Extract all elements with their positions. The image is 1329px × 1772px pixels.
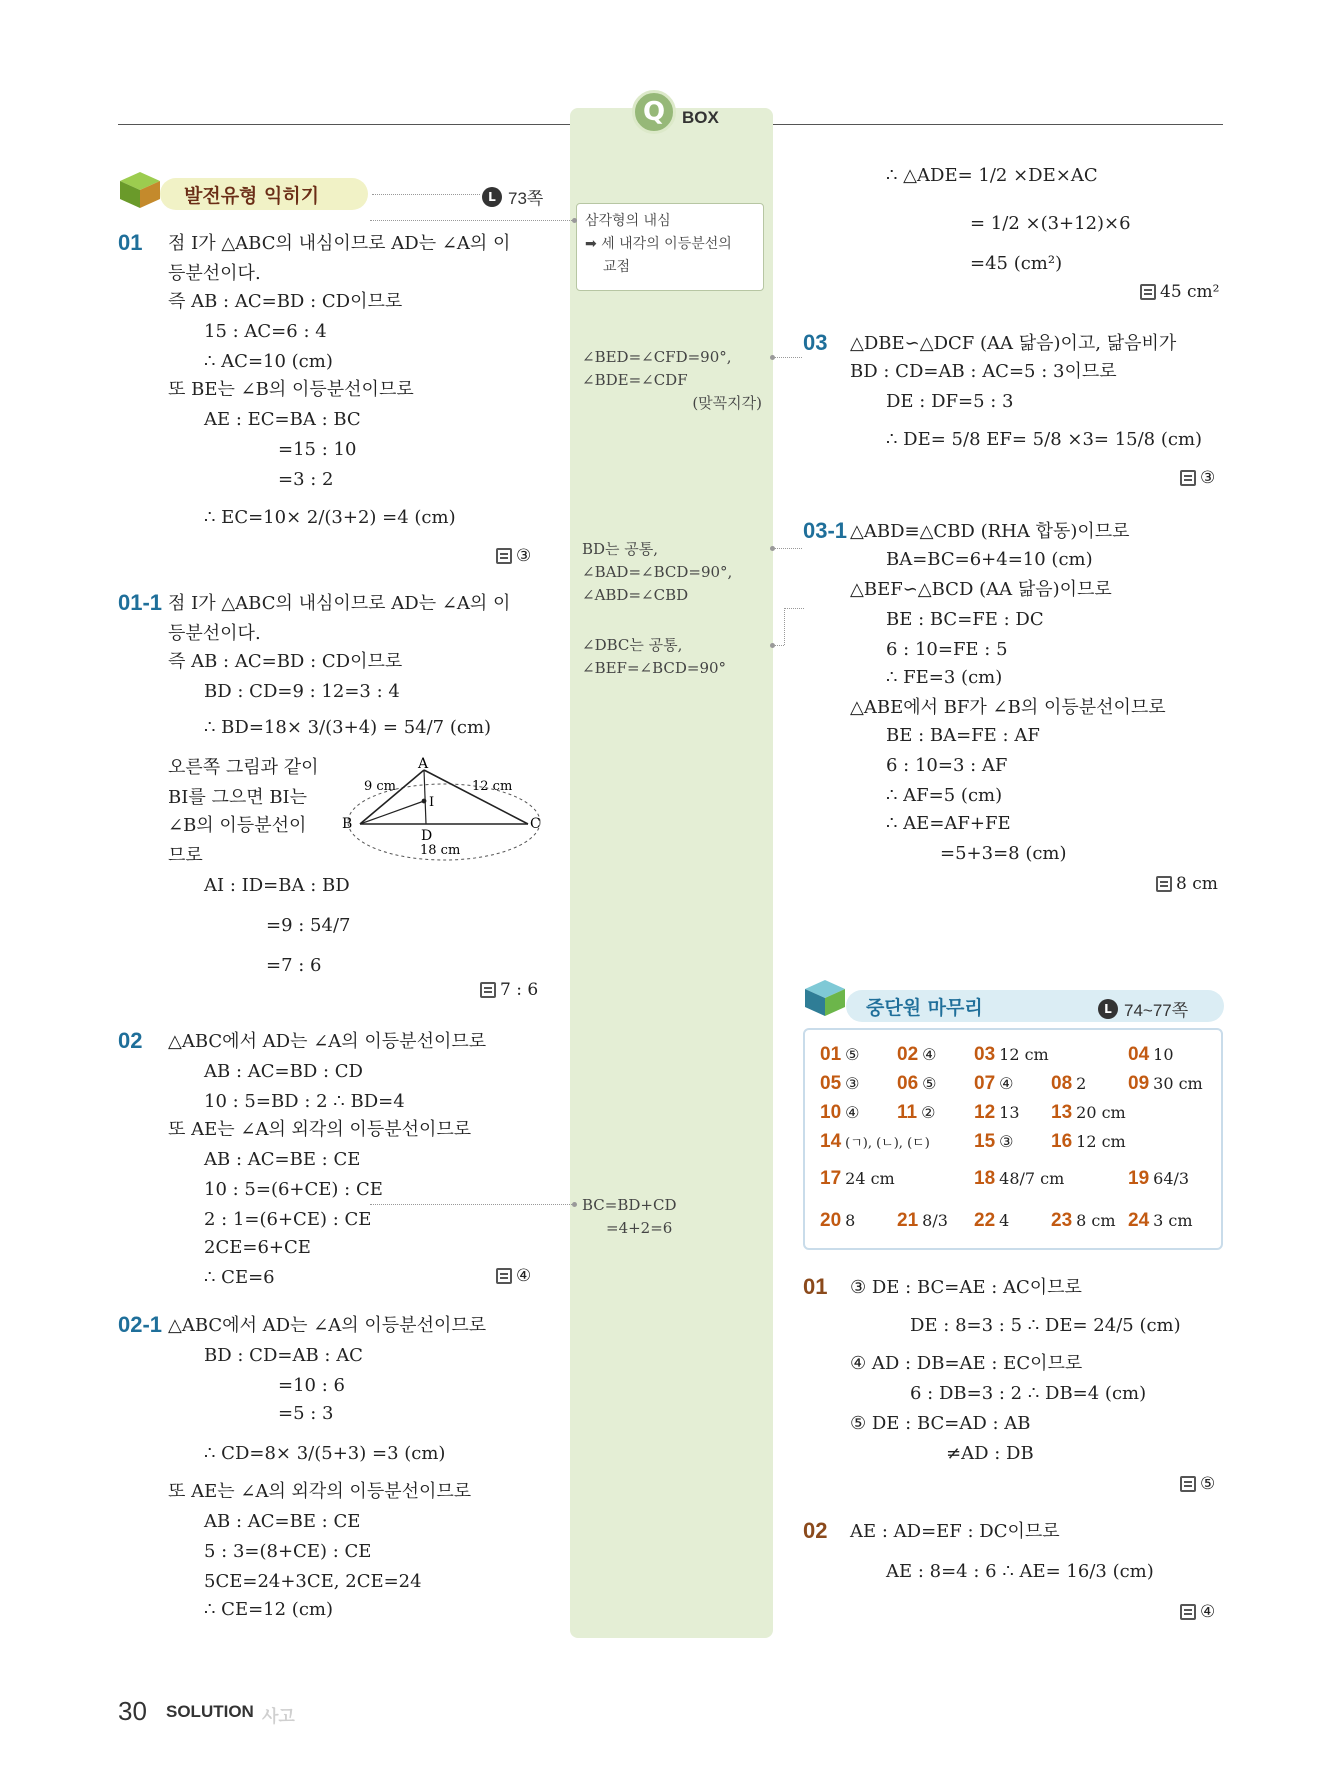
text-line: =9 : 54/7 bbox=[266, 915, 351, 936]
text-line: ∴ AE=AF+FE bbox=[886, 813, 1011, 834]
text-line: 5CE=24+3CE, 2CE=24 bbox=[204, 1571, 422, 1592]
text-line: = 1/2 ×(3+12)×6 bbox=[970, 213, 1131, 234]
answer-icon bbox=[496, 548, 512, 564]
text-line: 등분선이다. bbox=[168, 263, 261, 284]
connector-02 bbox=[370, 1204, 574, 1205]
text-line: ∴ AF=5 (cm) bbox=[886, 785, 1003, 806]
review-item: 13 20 cm bbox=[1051, 1102, 1126, 1123]
text-line: △BEF∽△BCD (AA 닮음)이므로 bbox=[850, 579, 1112, 600]
connector-dot-02 bbox=[572, 1202, 577, 1207]
text-line: =5+3=8 (cm) bbox=[940, 843, 1067, 864]
text-line: =3 : 2 bbox=[278, 469, 334, 490]
review-item: 03 12 cm bbox=[974, 1044, 1049, 1065]
text-line: BA=BC=6+4=10 (cm) bbox=[886, 549, 1093, 570]
text-line: 또 AE는 ∠A의 외각의 이등분선이므로 bbox=[168, 1119, 472, 1140]
connector-dot-031b bbox=[770, 643, 775, 648]
text-line: △ABD≡△CBD (RHA 합동)이므로 bbox=[850, 521, 1130, 542]
review-item: 06 ⑤ bbox=[897, 1073, 937, 1094]
text-line: AB : AC=BD : CD bbox=[204, 1061, 363, 1082]
text-line: ∴ FE=3 (cm) bbox=[886, 667, 1003, 688]
connector-031b-top bbox=[784, 608, 804, 609]
review-item: 14 (ㄱ), (ㄴ), (ㄷ) bbox=[820, 1131, 930, 1152]
text-line: DE : 8=3 : 5 ∴ DE= 24/5 (cm) bbox=[910, 1315, 1181, 1336]
text-line: ⑤ DE : BC=AD : AB bbox=[850, 1413, 1031, 1434]
triangle-figure bbox=[336, 756, 546, 862]
page-number: 30 bbox=[118, 1696, 147, 1726]
length-label-ab: 9 cm bbox=[364, 779, 397, 794]
answer-icon bbox=[480, 982, 496, 998]
connector-01 bbox=[370, 220, 574, 221]
text-line: ∴ AC=10 (cm) bbox=[204, 351, 333, 372]
vertex-label-b: B bbox=[342, 816, 353, 832]
answer-badge: ④ bbox=[1180, 1602, 1215, 1622]
text-line: 또 BE는 ∠B의 이등분선이므로 bbox=[168, 379, 414, 400]
problem-number: 02-1 bbox=[118, 1312, 163, 1337]
answer-icon bbox=[1156, 876, 1172, 892]
text-line: AE : AD=EF : DC이므로 bbox=[850, 1521, 1060, 1542]
text-line: DE : DF=5 : 3 bbox=[886, 391, 1014, 412]
review-item: 02 ④ bbox=[897, 1044, 937, 1065]
review-item: 10 ④ bbox=[820, 1102, 860, 1123]
review-item: 07 ④ bbox=[974, 1073, 1014, 1094]
text-line: ④ AD : DB=AE : EC이므로 bbox=[850, 1353, 1083, 1374]
review-item: 01 ⑤ bbox=[820, 1044, 860, 1065]
problem-number: 03 bbox=[803, 330, 828, 355]
vertex-label-c: C bbox=[530, 816, 541, 832]
text-line: BI를 그으면 BI는 bbox=[168, 787, 308, 808]
qbox-column bbox=[570, 108, 773, 1638]
answer-icon bbox=[1140, 284, 1156, 300]
text-line: 10 : 5=(6+CE) : CE bbox=[204, 1179, 383, 1200]
text-line: ∴ △ADE= 1/2 ×DE×AC bbox=[886, 165, 1098, 186]
section-header-review: 중단원 마무리 bbox=[846, 990, 1224, 1022]
connector-dot-03 bbox=[770, 355, 775, 360]
review-item: 05 ③ bbox=[820, 1073, 860, 1094]
text-line: 2CE=6+CE bbox=[204, 1237, 311, 1258]
review-item: 21 8/3 bbox=[897, 1210, 948, 1231]
text-line: 오른쪽 그림과 같이 bbox=[168, 757, 319, 778]
text-line: ∴ BD=18× 3/(3+4) = 54/7 (cm) bbox=[204, 717, 492, 738]
review-item: 20 8 bbox=[820, 1210, 856, 1231]
section-header-advanced: 발전유형 익히기 bbox=[160, 178, 368, 210]
qbox-note-bc-length: BC=BD+CD =4+2=6 bbox=[582, 1196, 677, 1237]
answer-badge: 8 cm bbox=[1156, 874, 1218, 894]
text-line: ∠B의 이등분선이 bbox=[168, 815, 307, 836]
text-line: AB : AC=BE : CE bbox=[204, 1511, 361, 1532]
reference-icon: L bbox=[1098, 999, 1118, 1019]
answer-icon bbox=[1180, 1476, 1196, 1492]
text-line: BD : CD=AB : AC=5 : 3이므로 bbox=[850, 361, 1117, 382]
qbox-badge: Q bbox=[632, 90, 676, 134]
text-line: BE : BC=FE : DC bbox=[886, 609, 1044, 630]
review-item: 24 3 cm bbox=[1128, 1210, 1193, 1231]
answer-badge: 7 : 6 bbox=[480, 980, 538, 1000]
text-line: =45 (cm²) bbox=[970, 253, 1063, 274]
vertex-label-a: A bbox=[418, 756, 429, 772]
text-line: ∴ EC=10× 2/(3+2) =4 (cm) bbox=[204, 507, 456, 528]
cube-icon bbox=[803, 978, 847, 1018]
connector-dot-031a bbox=[770, 546, 775, 551]
text-line: 10 : 5=BD : 2 ∴ BD=4 bbox=[204, 1091, 405, 1112]
answer-icon bbox=[1180, 470, 1196, 486]
text-line: AE : 8=4 : 6 ∴ AE= 16/3 (cm) bbox=[886, 1561, 1154, 1582]
text-line: =7 : 6 bbox=[266, 955, 322, 976]
text-line: ∴ CE=12 (cm) bbox=[204, 1599, 333, 1620]
problem-number: 01 bbox=[803, 1274, 828, 1299]
review-item: 11 ② bbox=[897, 1102, 936, 1123]
answer-badge: ③ bbox=[496, 546, 531, 566]
review-item: 12 13 bbox=[974, 1102, 1020, 1123]
reference-icon: L bbox=[482, 187, 502, 207]
text-line: 6 : 10=FE : 5 bbox=[886, 639, 1008, 660]
text-line: △DBE∽△DCF (AA 닮음)이고, 닮음비가 bbox=[850, 333, 1177, 354]
text-line: AI : ID=BA : BD bbox=[204, 875, 350, 896]
text-line: 또 AE는 ∠A의 외각의 이등분선이므로 bbox=[168, 1481, 472, 1502]
text-line: ∴ CE=6 bbox=[204, 1267, 275, 1288]
vertex-label-i: I bbox=[429, 795, 435, 810]
qbox-note-angles: ∠BED=∠CFD=90°, ∠BDE=∠CDF (맞꼭지각) bbox=[582, 348, 762, 412]
connector-03 bbox=[772, 357, 802, 358]
problem-number: 02 bbox=[118, 1028, 143, 1053]
text-line: 15 : AC=6 : 4 bbox=[204, 321, 327, 342]
text-line: 등분선이다. bbox=[168, 623, 261, 644]
review-item: 23 8 cm bbox=[1051, 1210, 1116, 1231]
review-item: 22 4 bbox=[974, 1210, 1010, 1231]
text-line: 2 : 1=(6+CE) : CE bbox=[204, 1209, 372, 1230]
review-item: 18 48/7 cm bbox=[974, 1168, 1065, 1189]
review-item: 16 12 cm bbox=[1051, 1131, 1126, 1152]
text-line: △ABE에서 BF가 ∠B의 이등분선이므로 bbox=[850, 697, 1166, 718]
text-line: AB : AC=BE : CE bbox=[204, 1149, 361, 1170]
review-item: 15 ③ bbox=[974, 1131, 1014, 1152]
review-item: 09 30 cm bbox=[1128, 1073, 1203, 1094]
length-label-bc: 18 cm bbox=[420, 843, 461, 858]
text-line: BD : CD=AB : AC bbox=[204, 1345, 363, 1366]
length-label-ac: 12 cm bbox=[472, 779, 513, 794]
answer-badge: ⑤ bbox=[1180, 1474, 1215, 1494]
problem-number: 01 bbox=[118, 230, 143, 255]
answer-badge: 45 cm² bbox=[1140, 282, 1220, 302]
review-item: 08 2 bbox=[1051, 1073, 1087, 1094]
text-line: 6 : DB=3 : 2 ∴ DB=4 (cm) bbox=[910, 1383, 1147, 1404]
text-line: ③ DE : BC=AE : AC이므로 bbox=[850, 1277, 1082, 1298]
qbox-note-congruence: BD는 공통, ∠BAD=∠BCD=90°, ∠ABD=∠CBD bbox=[582, 540, 733, 604]
connector-031b-vertical bbox=[784, 608, 785, 645]
footer-solution-label: SOLUTION bbox=[166, 1702, 254, 1721]
text-line: △ABC에서 AD는 ∠A의 이등분선이므로 bbox=[168, 1315, 487, 1336]
text-line: =10 : 6 bbox=[278, 1375, 345, 1396]
text-line: 6 : 10=3 : AF bbox=[886, 755, 1008, 776]
text-line: 점 I가 △ABC의 내심이므로 AD는 ∠A의 이 bbox=[168, 593, 511, 614]
connector-031a bbox=[772, 548, 802, 549]
text-line: △ABC에서 AD는 ∠A의 이등분선이므로 bbox=[168, 1031, 487, 1052]
page-reference: L 73쪽 bbox=[482, 184, 543, 209]
text-line: 므로 bbox=[168, 845, 203, 866]
text-line: =5 : 3 bbox=[278, 1403, 334, 1424]
text-line: BD : CD=9 : 12=3 : 4 bbox=[204, 681, 400, 702]
review-item: 04 10 bbox=[1128, 1044, 1174, 1065]
section-header-leader bbox=[372, 194, 480, 195]
answer-badge: ③ bbox=[1180, 468, 1215, 488]
answer-badge: ④ bbox=[496, 1266, 531, 1286]
cube-icon bbox=[118, 170, 162, 210]
review-item: 19 64/3 bbox=[1128, 1168, 1190, 1189]
problem-number: 02 bbox=[803, 1518, 828, 1543]
footer-brand: 사고 bbox=[262, 1707, 295, 1727]
connector-dot-01 bbox=[572, 218, 577, 223]
text-line: ∴ DE= 5/8 EF= 5/8 ×3= 15/8 (cm) bbox=[886, 429, 1203, 450]
vertex-label-d: D bbox=[421, 828, 433, 844]
text-line: 즉 AB : AC=BD : CD이므로 bbox=[168, 651, 403, 672]
answer-icon bbox=[1180, 1604, 1196, 1620]
text-line: 즉 AB : AC=BD : CD이므로 bbox=[168, 291, 403, 312]
problem-number: 03-1 bbox=[803, 518, 848, 543]
answer-icon bbox=[496, 1268, 512, 1284]
qbox-note-similarity: ∠DBC는 공통, ∠BEF=∠BCD=90° bbox=[582, 636, 727, 677]
text-line: ≠AD : DB bbox=[946, 1443, 1034, 1464]
qbox-note-incenter: 삼각형의 내심 ➡ 세 내각의 이등분선의 교점 bbox=[576, 203, 764, 291]
page-reference: L 74~77쪽 bbox=[1098, 996, 1188, 1021]
text-line: BE : BA=FE : AF bbox=[886, 725, 1040, 746]
qbox-label: BOX bbox=[682, 108, 719, 127]
text-line: 점 I가 △ABC의 내심이므로 AD는 ∠A의 이 bbox=[168, 233, 511, 254]
text-line: ∴ CD=8× 3/(5+3) =3 (cm) bbox=[204, 1443, 446, 1464]
review-item: 17 24 cm bbox=[820, 1168, 895, 1189]
text-line: 5 : 3=(8+CE) : CE bbox=[204, 1541, 372, 1562]
text-line: =15 : 10 bbox=[278, 439, 357, 460]
problem-number: 01-1 bbox=[118, 590, 163, 615]
text-line: AE : EC=BA : BC bbox=[204, 409, 361, 430]
